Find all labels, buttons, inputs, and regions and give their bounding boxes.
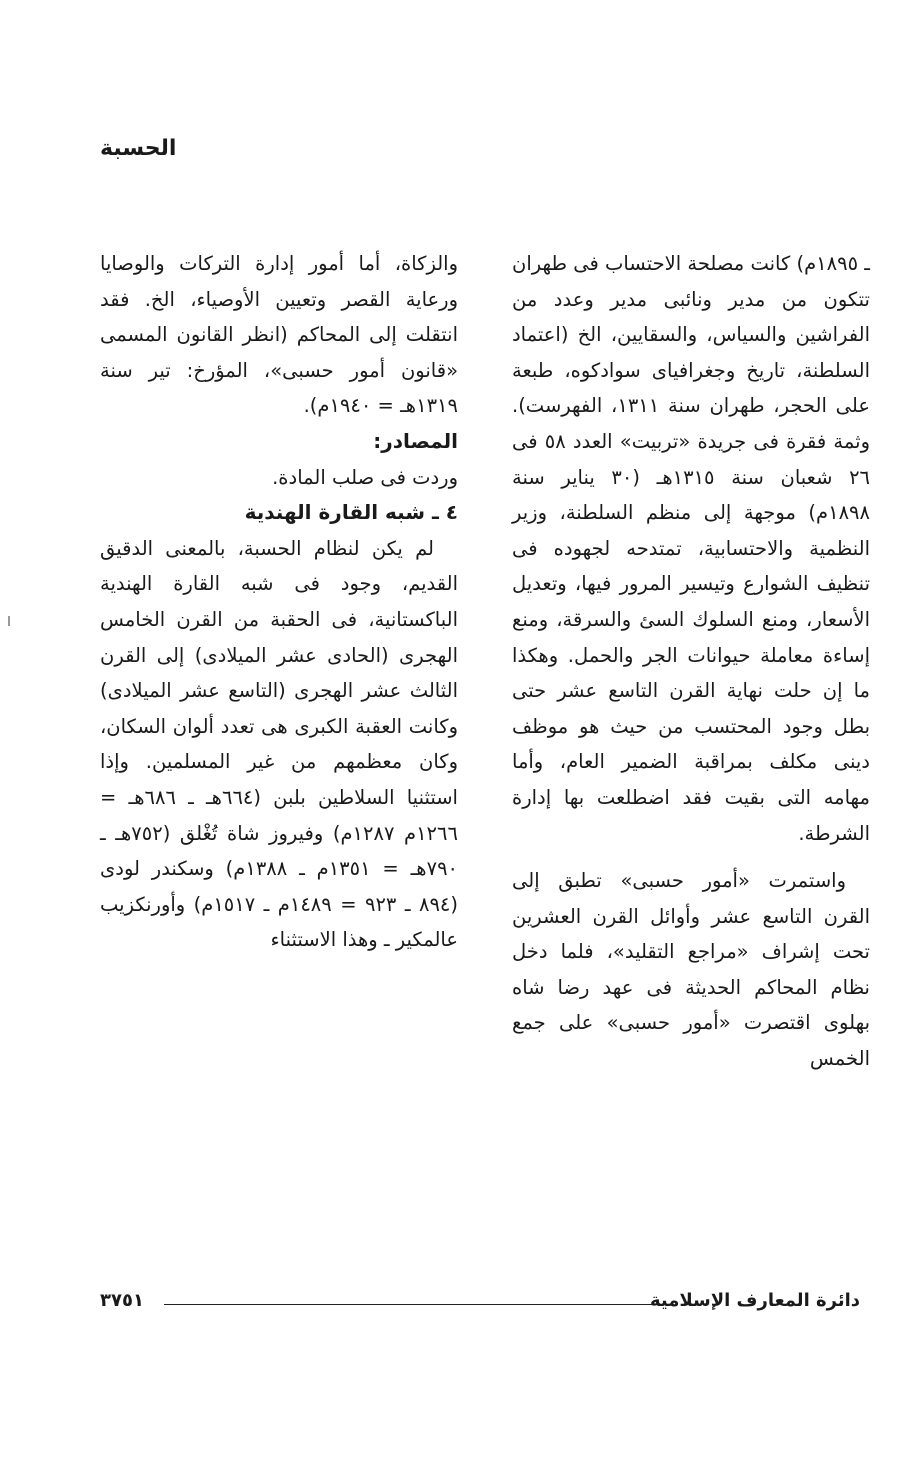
section-heading: ٤ ـ شبه القارة الهندية <box>244 500 458 525</box>
sources-text: وردت فى صلب المادة. <box>272 465 458 489</box>
footer-rule <box>164 1304 664 1305</box>
right-column <box>512 246 870 1077</box>
page-footer <box>100 1290 860 1320</box>
running-head: الحسبة <box>100 136 177 161</box>
publication-title: دائرة المعارف الإسلامية <box>649 1290 860 1311</box>
sources-heading: المصادر: <box>373 428 458 453</box>
margin-mark <box>8 616 10 626</box>
left-column-paragraph-1: والزكاة، أما أمور إدارة التركات والوصايا ورعاية القصر وتعيين الأوصياء، الخ. فقد انتقلت إلى المحاكم (انظر القانون المسمى «قانون أمور حسبى»، المؤرخ: تير سنة ١٣١٩هـ = ١٩٤٠م). <box>100 252 458 418</box>
page-number: ٣٧٥١ <box>100 1290 144 1311</box>
right-column-paragraph-2: واستمرت «أمور حسبى» تطبق إلى القرن التاسع عشر وأوائل القرن العشرين تحت إشراف «مراجع التقليد»، فلما دخل نظام المحاكم الحديثة فى عهد رضا شاه بهلوى اقتصرت «أمور حسبى» على جمع الخمس <box>512 869 870 1071</box>
left-column-paragraph-2: لم يكن لنظام الحسبة، بالمعنى الدقيق القديم، وجود فى شبه القارة الهندية الباكستانية، فى الحقبة من القرن الخامس الهجرى (الحادى عشر الميلادى) إلى القرن الثالث عشر الهجرى (التاسع عشر الميلادى) وكانت العقبة الكبرى هى تعدد ألوان السكان، وكان معظمهم من غير المسلمين. وإذا استثنيا السلاطين بلبن (٦٦٤هـ ـ ٦٨٦هـ = ١٢٦٦م ١٢٨٧م) وفيروز شاة تُغْلق (٧٥٢هـ ـ ٧٩٠هـ = ١٣٥١م ـ ١٣٨٨م) وسكندر لودى (٨٩٤ ـ ٩٢٣ = ١٤٨٩م ـ ١٥١٧م) وأورنكزيب عالمكير ـ وهذا الاستثناء <box>100 536 459 952</box>
right-column-paragraph-1: ـ ١٨٩٥م) كانت مصلحة الاحتساب فى طهران تتكون من مدير ونائبى مدير وعدد من الفراشين والسياس، والسقايين، الخ (اعتماد السلطنة، تاريخ وجغرافياى سوادكوه، طبعة على الحجر، طهران سنة ١٣١١، الفهرست). وثمة فقرة فى جريدة «تربيت» العدد ٥٨ فى ٢٦ شعبان سنة ١٣١٥هـ (٣٠ يناير سنة ١٨٩٨م) موجهة إلى منظم السلطنة، وزير النظمية والاحتسابية، تمتدحه لجهوده فى تنظيف الشوارع وتيسير المرور فيها، وتعديل الأسعار، ومنع السلوك السئ والسرقة، ومنع إساءة معاملة حيوانات الجر والحمل. وهكذا ما إن حلت نهاية القرن التاسع عشر حتى بطل وجود المحتسب من حيث هو موظف دينى مكلف بمراقبة الضمير العام، وأما مهامه التى بقيت فقد اضطلعت بها إدارة الشرطة. <box>512 252 871 845</box>
left-column <box>100 246 458 958</box>
